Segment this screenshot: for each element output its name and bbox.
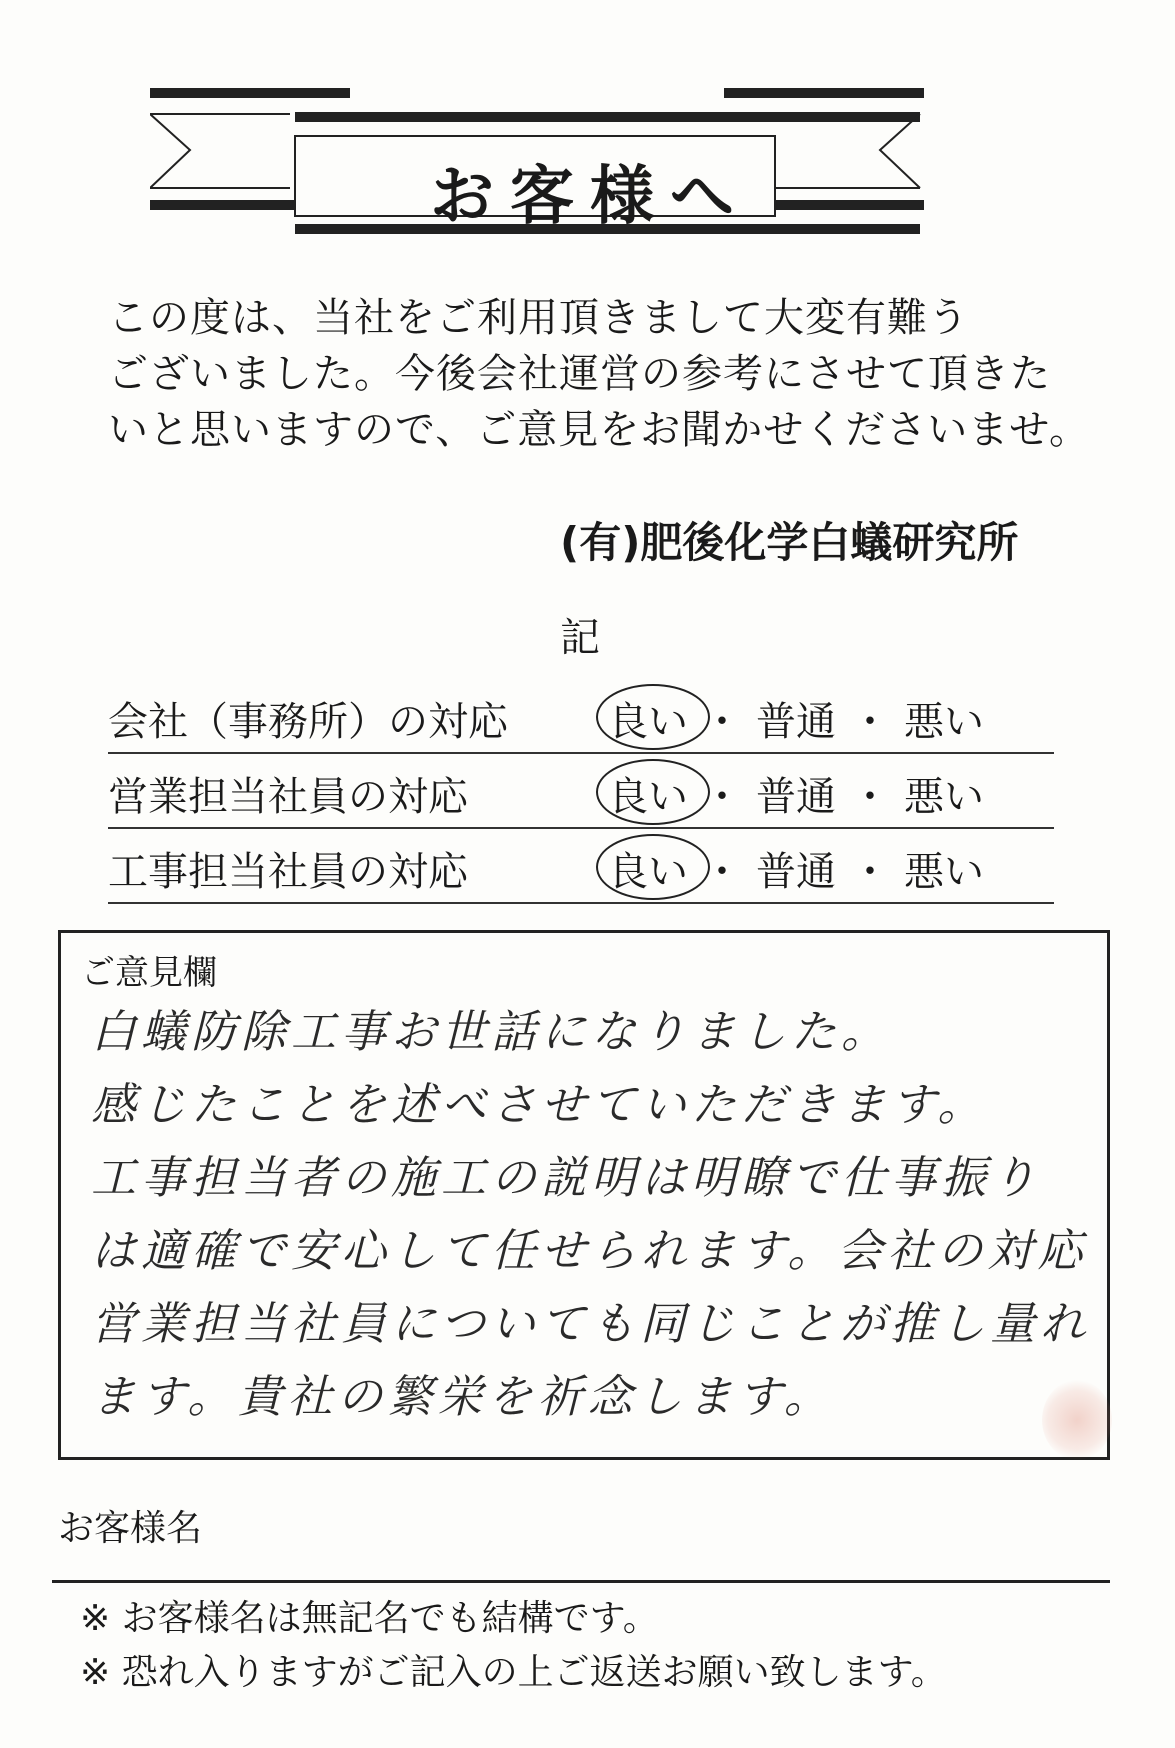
opinion-line: 工事担当者の施工の説明は明瞭で仕事振り — [91, 1151, 1042, 1204]
rating-row-company — [108, 680, 1054, 754]
opinion-line: 営業担当社員についても同じことが推し量れ — [91, 1297, 1091, 1350]
option-separator: ・ — [850, 699, 890, 745]
rating-row-sales — [108, 755, 1054, 829]
opinion-line: は適確で安心して任せられます。会社の対応 — [91, 1224, 1088, 1277]
option-bad[interactable]: 悪い — [904, 699, 984, 745]
option-normal[interactable]: 普通 — [756, 774, 836, 820]
footer-note: ※ 恐れ入りますがご記入の上ご返送お願い致します。 — [80, 1652, 947, 1693]
option-separator: ・ — [702, 849, 742, 895]
opinion-line: 白蟻防除工事お世話になりました。 — [91, 1005, 892, 1058]
footer-note: ※ お客様名は無記名でも結構です。 — [80, 1598, 659, 1639]
opinion-box[interactable] — [58, 930, 1110, 1460]
opinion-line: ます。貴社の繁栄を祈念します。 — [91, 1370, 834, 1423]
option-good[interactable]: 良い — [608, 765, 688, 822]
rating-options — [608, 690, 984, 747]
intro-text — [108, 290, 1090, 458]
rating-options — [608, 840, 984, 897]
rating-options — [608, 765, 984, 822]
stamp-mark — [1042, 1380, 1112, 1460]
rating-row-construction — [108, 830, 1054, 904]
customer-name-label: お客様名 — [58, 1508, 203, 1549]
banner-title: お客様へ — [430, 159, 750, 234]
option-normal[interactable]: 普通 — [756, 849, 836, 895]
option-separator: ・ — [702, 774, 742, 820]
opinion-handwriting — [91, 995, 1091, 1433]
ki-heading: 記 — [560, 615, 600, 661]
option-bad[interactable]: 悪い — [904, 849, 984, 895]
customer-name-field[interactable] — [52, 1580, 1110, 1583]
footer-notes — [80, 1592, 947, 1700]
option-good[interactable]: 良い — [608, 690, 688, 747]
option-bad[interactable]: 悪い — [904, 774, 984, 820]
option-separator: ・ — [850, 774, 890, 820]
company-name: (有)肥後化学白蟻研究所 — [560, 518, 1019, 567]
option-separator: ・ — [702, 699, 742, 745]
intro-line: ございました。今後会社運営の参考にさせて頂きた — [108, 351, 1051, 397]
opinion-label: ご意見欄 — [81, 953, 217, 993]
rating-label: 営業担当社員の対応 — [108, 774, 468, 820]
opinion-line: 感じたことを述べさせていただきます。 — [91, 1078, 988, 1131]
rating-label: 工事担当社員の対応 — [108, 849, 468, 895]
intro-line: この度は、当社をご利用頂きまして大変有難う — [108, 295, 969, 341]
option-separator: ・ — [850, 849, 890, 895]
option-normal[interactable]: 普通 — [756, 699, 836, 745]
option-good[interactable]: 良い — [608, 840, 688, 897]
rating-label: 会社（事務所）の対応 — [108, 699, 508, 745]
intro-line: いと思いますので、ご意見をお聞かせくださいませ。 — [108, 407, 1090, 453]
